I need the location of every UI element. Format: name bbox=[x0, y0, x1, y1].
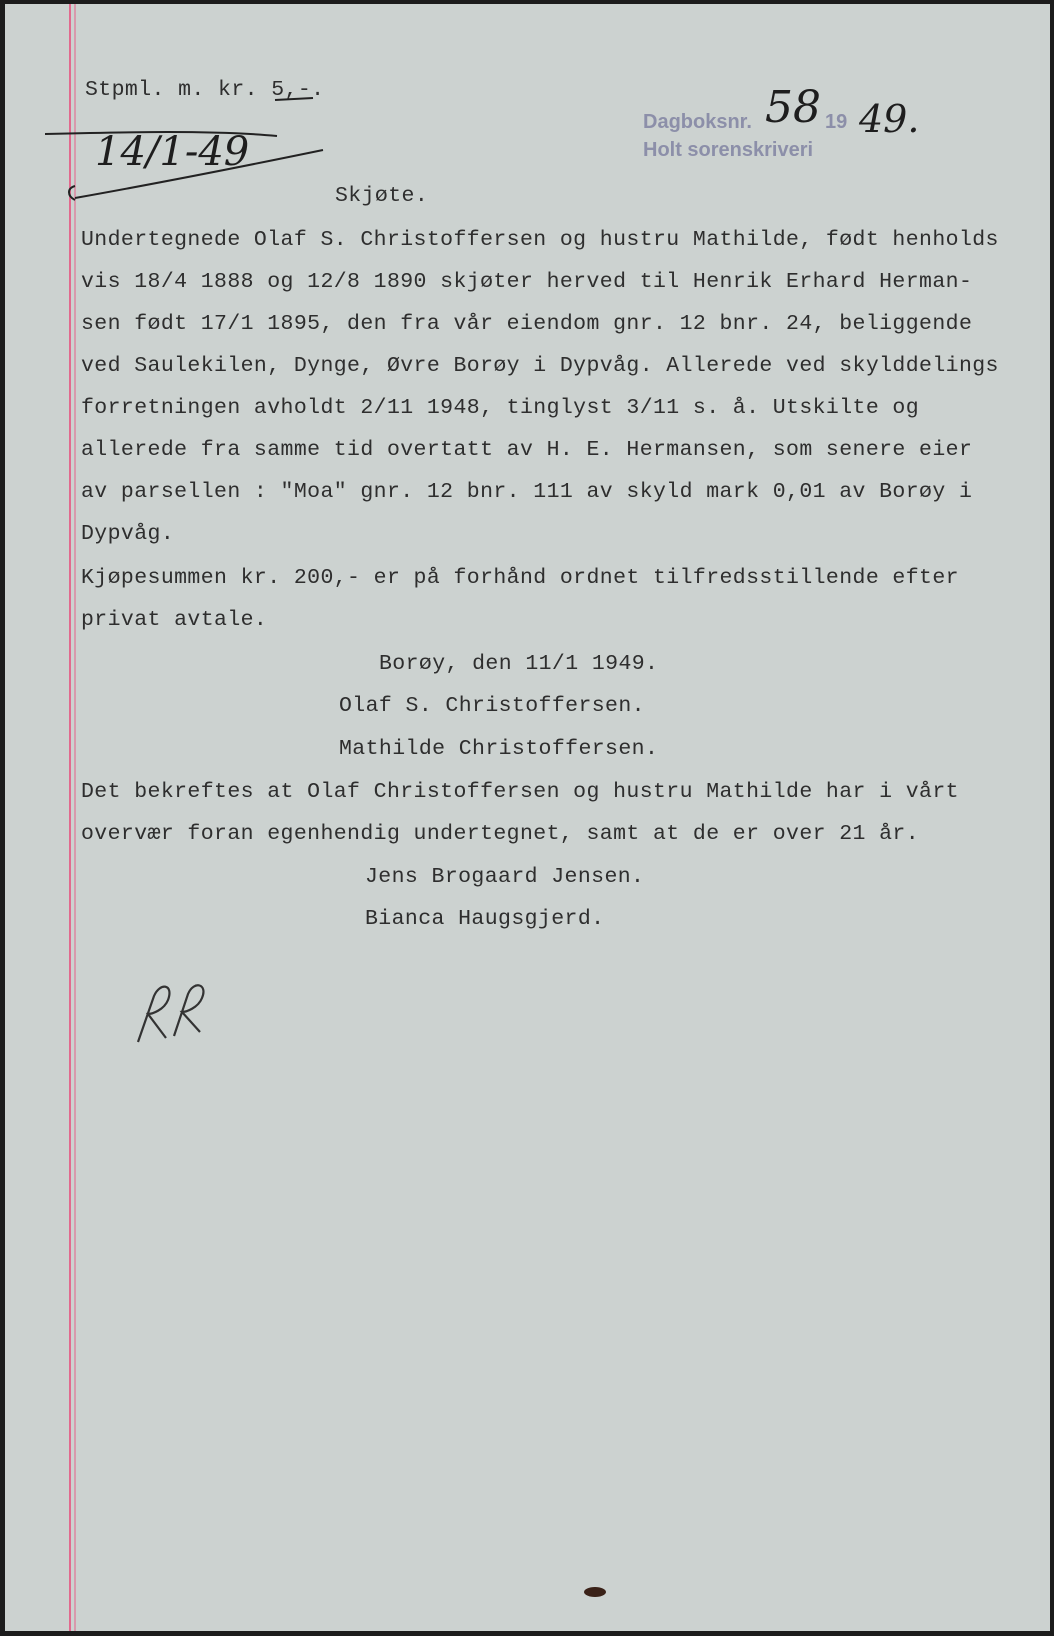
body-line: av parsellen : "Moa" gnr. 12 bnr. 111 av skyld mark 0,01 av Borøy i bbox=[81, 480, 973, 504]
diary-stamp-label: Dagboksnr. bbox=[643, 111, 752, 133]
office-stamp: Holt sorenskriveri bbox=[643, 139, 814, 161]
margin-line bbox=[69, 4, 71, 1631]
signature-line: Mathilde Christoffersen. bbox=[339, 737, 659, 761]
signature-line: Olaf S. Christoffersen. bbox=[339, 694, 645, 718]
margin-line-secondary bbox=[74, 4, 76, 1631]
document-title: Skjøte. bbox=[335, 184, 429, 208]
price-line: privat avtale. bbox=[81, 608, 268, 632]
witness-text-line: Det bekreftes at Olaf Christoffersen og hustru Mathilde har i vårt bbox=[81, 780, 959, 804]
stamp-duty-note: Stpml. m. kr. 5,-. bbox=[85, 78, 325, 102]
diary-handwritten-number: 58 bbox=[765, 82, 821, 133]
place-date: Borøy, den 11/1 1949. bbox=[379, 652, 659, 676]
body-line: Dypvåg. bbox=[81, 522, 175, 546]
handwritten-initials bbox=[130, 974, 230, 1054]
body-line: allerede fra samme tid overtatt av H. E. Hermansen, som senere eier bbox=[81, 438, 973, 462]
diary-stamp-year-prefix: 19 bbox=[825, 111, 848, 133]
body-line: forretningen avholdt 2/11 1948, tinglyst 3/11 s. å. Utskilte og bbox=[81, 396, 920, 420]
body-line: Undertegnede Olaf S. Christoffersen og hustru Mathilde, født henholds bbox=[81, 228, 999, 252]
witness-text-line: overvær foran egenhendig undertegnet, samt at de er over 21 år. bbox=[81, 822, 920, 846]
body-line: sen født 17/1 1895, den fra vår eiendom gnr. 12 bnr. 24, beliggende bbox=[81, 312, 973, 336]
body-line: ved Saulekilen, Dynge, Øvre Borøy i Dypvåg. Allerede ved skylddelings bbox=[81, 354, 999, 378]
witness-name: Bianca Haugsgjerd. bbox=[365, 907, 605, 931]
ink-blot bbox=[580, 1584, 610, 1600]
witness-name: Jens Brogaard Jensen. bbox=[365, 865, 645, 889]
diary-handwritten-year: 49. bbox=[859, 97, 920, 141]
body-line: vis 18/4 1888 og 12/8 1890 skjøter herved til Henrik Erhard Herman- bbox=[81, 270, 973, 294]
price-line: Kjøpesummen kr. 200,- er på forhånd ordnet tilfredsstillende efter bbox=[81, 566, 959, 590]
handwritten-date: 14/1-49 bbox=[95, 129, 250, 175]
document-page bbox=[5, 4, 1050, 1631]
